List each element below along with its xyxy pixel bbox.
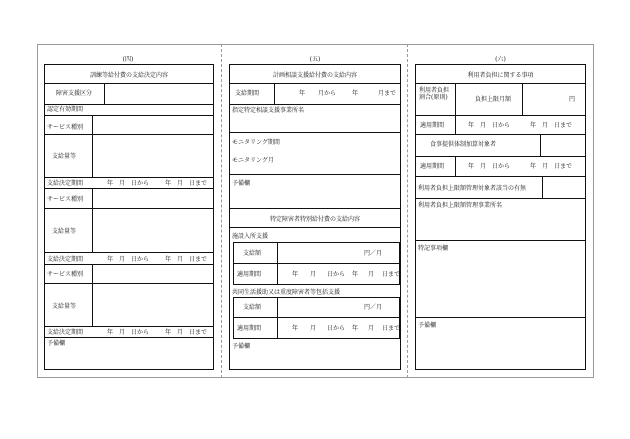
rule bbox=[522, 83, 523, 115]
reserve-label-5b: 予備欄 bbox=[232, 343, 251, 350]
panel-4-title: 訓練等給付費の支給決定内容 bbox=[89, 72, 168, 79]
rule bbox=[229, 227, 401, 228]
facility-amount-label: 支給額 bbox=[243, 250, 262, 257]
reserve-label-6: 予備欄 bbox=[418, 322, 437, 329]
facility-month: 月 bbox=[310, 271, 317, 278]
facility-period-label: 適用期間 bbox=[237, 271, 262, 278]
group-home-amount-label: 支給額 bbox=[243, 304, 262, 311]
rule bbox=[44, 252, 214, 253]
service-type-label-2: サービス種別 bbox=[47, 196, 84, 203]
rule bbox=[415, 240, 586, 241]
meal-period-to: 年 月 日まで bbox=[530, 163, 573, 170]
meal-period-label: 適用期間 bbox=[420, 163, 445, 170]
panel-6-frame bbox=[415, 64, 586, 370]
rule bbox=[44, 134, 214, 135]
period-label-1: 支給決定期間 bbox=[47, 180, 84, 187]
rule bbox=[415, 176, 586, 177]
burden-ratio-label: 利用者負担割合(原則) bbox=[419, 87, 450, 101]
service-type-label-1: サービス種別 bbox=[47, 124, 84, 131]
group-home-day-from: 日から bbox=[327, 325, 346, 332]
special-benefit-title: 特定障害者特別給付費の支給内容 bbox=[269, 216, 360, 223]
rule bbox=[44, 326, 214, 327]
period-to-1: 年 月 日まで bbox=[165, 180, 208, 187]
period-from-2: 年 月 日から bbox=[107, 256, 150, 263]
rule bbox=[44, 188, 214, 189]
rule bbox=[44, 83, 214, 84]
facility-day-to: 日まで bbox=[382, 271, 401, 278]
panel-number-6: (六) bbox=[495, 56, 506, 63]
panel-5-title: 計画相談支援給付費の支給内容 bbox=[272, 72, 357, 79]
rule bbox=[44, 283, 214, 284]
facility-month2: 月 bbox=[368, 271, 375, 278]
rule bbox=[44, 208, 214, 209]
rule bbox=[455, 156, 456, 176]
period-label-3: 支給決定期間 bbox=[47, 329, 84, 336]
period-to-3: 年 月 日まで bbox=[165, 329, 208, 336]
burden-cap-label: 負担上限月額 bbox=[475, 96, 512, 103]
monitoring-period-label: モニタリング期間 bbox=[232, 139, 280, 146]
panel-number-4: (四) bbox=[122, 56, 134, 63]
rule bbox=[233, 317, 400, 318]
facility-day-from: 日から bbox=[327, 271, 346, 278]
rule bbox=[277, 297, 278, 339]
rule bbox=[229, 104, 401, 105]
meal-period-from: 年 月 日から bbox=[468, 163, 511, 170]
payment-year-from: 年 bbox=[299, 90, 306, 97]
burden-period-label: 適用期間 bbox=[420, 122, 445, 129]
rule bbox=[229, 83, 401, 84]
payment-period-label: 支給期間 bbox=[235, 90, 260, 97]
payment-year-to: 年 bbox=[352, 90, 359, 97]
validity-label: 認定有効期間 bbox=[47, 106, 84, 113]
meal-target-label: 食事提供体制加算対象者 bbox=[430, 141, 497, 148]
period-from-1: 年 月 日から bbox=[107, 180, 150, 187]
designated-office-label: 指定特定相談支援事業所名 bbox=[232, 107, 305, 114]
panel-number-5: (五) bbox=[309, 56, 321, 63]
rule bbox=[274, 83, 275, 104]
rule bbox=[415, 83, 586, 84]
fold-line-right bbox=[407, 44, 408, 378]
service-type-label-3: サービス種別 bbox=[47, 271, 84, 278]
payment-month-from: 月から bbox=[318, 90, 337, 97]
rule bbox=[415, 317, 586, 318]
rule bbox=[415, 156, 586, 157]
rule bbox=[455, 115, 456, 134]
rule bbox=[415, 198, 586, 199]
amount-label-2: 支給量等 bbox=[52, 228, 77, 235]
rule bbox=[44, 115, 214, 116]
reserve-label-5a: 予備欄 bbox=[232, 180, 251, 187]
rule bbox=[104, 83, 105, 104]
cap-management-label: 利用者負担上限額管理対象者該当の有無 bbox=[418, 185, 527, 192]
group-home-year2: 年 bbox=[352, 325, 359, 332]
rule bbox=[415, 134, 586, 135]
rule bbox=[44, 177, 214, 178]
rule bbox=[92, 264, 93, 326]
group-home-label: 共同生活援助又は重度障害者等包括支援 bbox=[232, 289, 341, 296]
period-to-2: 年 月 日まで bbox=[165, 256, 208, 263]
group-home-day-to: 日まで bbox=[382, 325, 401, 332]
group-home-period-label: 適用期間 bbox=[237, 325, 262, 332]
monitoring-month-label: モニタリング月 bbox=[232, 157, 274, 164]
rule bbox=[540, 134, 541, 156]
category-label: 障害支援区分 bbox=[55, 90, 92, 97]
amount-label-1: 支給量等 bbox=[52, 153, 77, 160]
cap-office-label: 利用者負担上限額管理事業所名 bbox=[418, 202, 503, 209]
rule bbox=[415, 115, 586, 116]
rule bbox=[455, 83, 456, 115]
rule bbox=[542, 176, 543, 198]
group-home-month: 月 bbox=[310, 325, 317, 332]
reserve-label-4: 予備欄 bbox=[47, 340, 66, 347]
rule bbox=[44, 264, 214, 265]
rule bbox=[233, 263, 400, 264]
amount-label-3: 支給量等 bbox=[52, 303, 77, 310]
burden-period-from: 年 月 日から bbox=[468, 122, 511, 129]
group-home-month2: 月 bbox=[368, 325, 375, 332]
group-home-yen-per-month: 円／月 bbox=[364, 304, 383, 311]
rule bbox=[229, 208, 401, 209]
burden-period-to: 年 月 日まで bbox=[530, 122, 573, 129]
group-home-year: 年 bbox=[292, 325, 299, 332]
rule bbox=[229, 174, 401, 175]
burden-cap-yen: 円 bbox=[569, 96, 576, 103]
fold-line-left bbox=[221, 44, 222, 378]
rule bbox=[92, 188, 93, 252]
period-from-3: 年 月 日から bbox=[107, 329, 150, 336]
period-label-2: 支給決定期間 bbox=[47, 256, 84, 263]
facility-year2: 年 bbox=[352, 271, 359, 278]
panel-6-title: 利用者負担に関する事項 bbox=[467, 72, 534, 79]
rule bbox=[92, 115, 93, 177]
facility-label: 施設入所支援 bbox=[232, 233, 269, 240]
payment-month-to: 月まで bbox=[378, 90, 397, 97]
rule bbox=[229, 132, 401, 133]
facility-yen-per-month: 円／月 bbox=[364, 250, 383, 257]
rule bbox=[44, 104, 214, 105]
special-notes-label: 特記事項欄 bbox=[418, 245, 449, 252]
rule bbox=[44, 337, 214, 338]
facility-year: 年 bbox=[292, 271, 299, 278]
